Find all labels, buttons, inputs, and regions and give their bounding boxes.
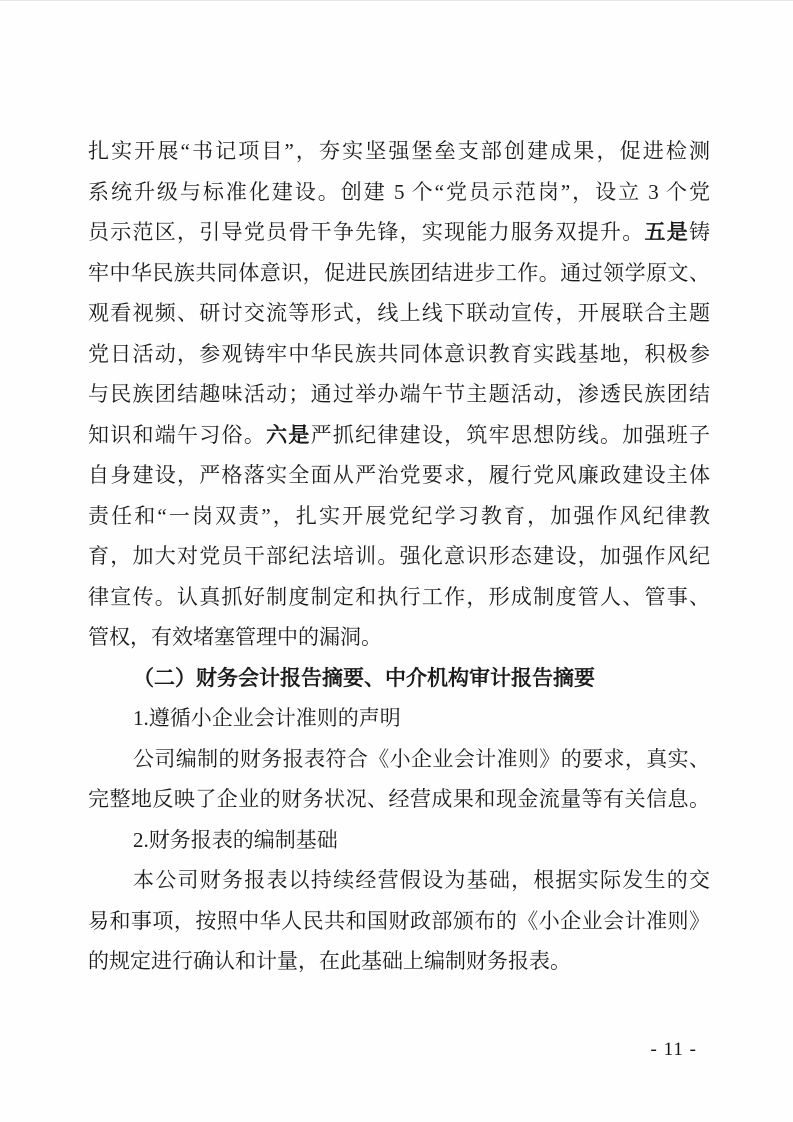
bold-run-in-heading: 六是 [266,422,311,447]
bold-run-in-heading: 五是 [644,220,690,244]
text-line [88,212,710,253]
text-line: 律宣传。认真抓好制度制定和执行工作，形成制度管人、管事、 [88,584,710,609]
text-line: 与民族团结趣味活动；通过举办端午节主题活动，渗透民族团结 [88,382,710,406]
text-line: 党日活动，参观铸牢中华民族共同体意识教育实践基地，积极参 [88,341,710,366]
text-line: 本公司财务报表以持续经营假设为基础，根据实际发生的交 [133,868,710,892]
text-line: 观看视频、研讨交流等形式，线上线下联动宣传，开展联合主题 [88,301,710,325]
text-line: 责任和“一岗双责”，扎实开展党纪学习教育，加强作风纪律教 [88,503,710,528]
text-line: 管权，有效堵塞管理中的漏洞。 [88,625,382,649]
section-heading: （二）财务会计报告摘要、中介机构审计报告摘要 [133,665,595,690]
text-line: 完整地反映了企业的财务状况、经营成果和现金流量等有关信息。 [88,787,710,811]
text-segment: 严抓纪律建设，筑牢思想防线。加强班子 [310,422,711,447]
text-segment: 员示范区，引导党员骨干争先锋，实现能力服务双提升。 [88,220,645,244]
text-line: 系统升级与标准化建设。创建 5 个“党员示范岗”，设立 3 个党 [88,179,710,204]
text-segment: 知识和端午习俗。 [88,422,267,447]
text-line: 的规定进行确认和计量，在此基础上编制财务报表。 [88,949,571,973]
text-line: 易和事项，按照中华人民共和国财政部颁布的《小企业会计准则》 [88,908,710,933]
text-segment: 铸 [689,220,711,244]
numbered-item-heading: 2.财务报表的编制基础 [133,827,338,852]
text-line: 自身建设，严格落实全面从严治党要求，履行党风廉政建设主体 [88,463,710,487]
text-line: 公司编制的财务报表符合《小企业会计准则》的要求，真实、 [133,746,710,771]
page-number: - 11 - [650,1039,697,1060]
numbered-item-heading: 1.遵循小企业会计准则的声明 [133,706,401,730]
document-body [88,131,710,982]
text-line: 扎实开展“书记项目”，夯实坚强堡垒支部创建成果，促进检测 [88,139,710,163]
text-line: 牢中华民族共同体意识，促进民族团结进步工作。通过领学原文、 [88,260,710,285]
text-line [88,415,710,456]
text-line: 育，加大对党员干部纪法培训。强化意识形态建设，加强作风纪 [88,544,710,568]
